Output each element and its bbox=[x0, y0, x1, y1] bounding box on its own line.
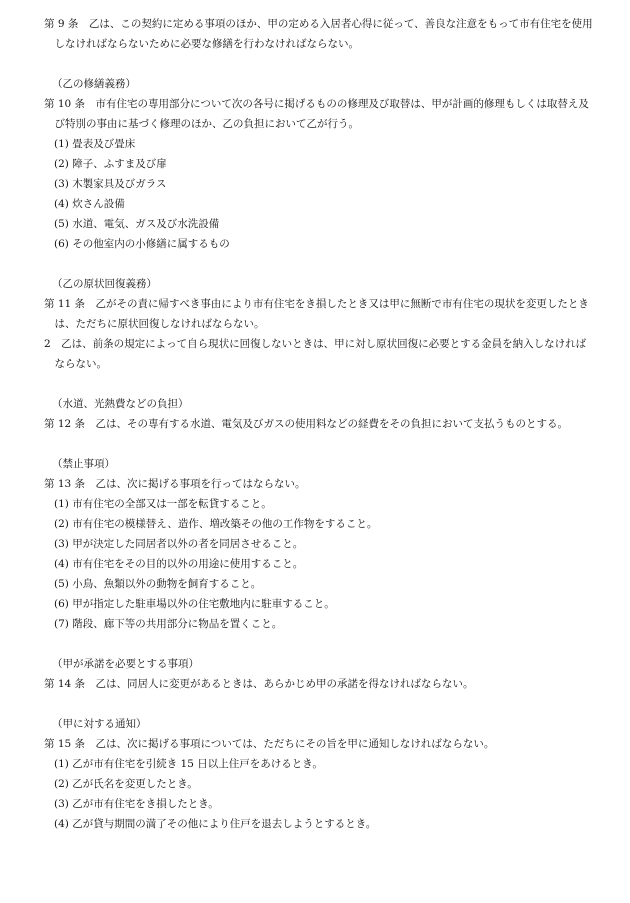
article-13-item-1: (1) 市有住宅の全部又は一部を転貸すること。 bbox=[54, 498, 272, 510]
article-14-heading: （甲が承諾を必要とする事項） bbox=[52, 658, 199, 670]
article-15-item-2: (2) 乙が氏名を変更したとき。 bbox=[54, 778, 198, 790]
article-11-heading: （乙の原状回復義務） bbox=[52, 278, 157, 290]
article-11-text: 第 11 条 乙がその責に帰すべき事由により市有住宅をき損したとき又は甲に無断で市有住宅の現状を変更したときは、ただちに原状回復しなければならない。 bbox=[44, 298, 589, 330]
article-15-text: 第 15 条 乙は、次に掲げる事項については、ただちにその旨を甲に通知しなければならない。 bbox=[44, 738, 495, 750]
article-13-heading: （禁止事項） bbox=[52, 458, 115, 470]
article-13-item-7: (7) 階段、廊下等の共用部分に物品を置くこと。 bbox=[54, 618, 283, 630]
article-10-heading: （乙の修繕義務） bbox=[52, 78, 136, 90]
article-13-item-4: (4) 市有住宅をその目的以外の用途に使用すること。 bbox=[54, 558, 304, 570]
article-15-heading: （甲に対する通知） bbox=[52, 718, 147, 730]
article-10-item-5: (5) 水道、電気、ガス及び水洗設備 bbox=[54, 218, 220, 230]
article-10-item-6: (6) その他室内の小修繕に属するもの bbox=[54, 238, 230, 250]
article-13-item-3: (3) 甲が決定した同居者以外の者を同居させること。 bbox=[54, 538, 304, 550]
article-15-item-1: (1) 乙が市有住宅を引続き 15 日以上住戸をあけるとき。 bbox=[54, 758, 323, 770]
article-12-heading: （水道、光熱費などの負担） bbox=[52, 398, 189, 410]
article-13-item-5: (5) 小鳥、魚類以外の動物を飼育すること。 bbox=[54, 578, 262, 590]
article-9-text: 第 9 条 乙は、この契約に定める事項のほか、甲の定める入居者心得に従って、善良な注意をもって市有住宅を使用しなければならないために必要な修繕を行わなければならない。 bbox=[44, 18, 593, 50]
article-13-text: 第 13 条 乙は、次に掲げる事項を行ってはならない。 bbox=[44, 478, 306, 490]
article-14-text: 第 14 条 乙は、同居人に変更があるときは、あらかじめ甲の承諾を得なければならない。 bbox=[44, 678, 474, 690]
article-10-item-3: (3) 木製家具及びガラス bbox=[54, 178, 167, 190]
article-10-item-2: (2) 障子、ふすま及び扉 bbox=[54, 158, 167, 170]
article-12-text: 第 12 条 乙は、その専有する水道、電気及びガスの使用料などの経費をその負担において支払うものとする。 bbox=[44, 418, 569, 430]
article-15-item-4: (4) 乙が貸与期間の満了その他により住戸を退去しようとするとき。 bbox=[54, 818, 377, 830]
article-13-item-6: (6) 甲が指定した駐車場以外の住宅敷地内に駐車すること。 bbox=[54, 598, 335, 610]
article-11-paragraph-2: 2 乙は、前条の規定によって自ら現状に回復しないときは、甲に対し原状回復に必要とする金員を納入しなければならない。 bbox=[44, 338, 587, 370]
article-15-item-3: (3) 乙が市有住宅をき損したとき。 bbox=[54, 798, 219, 810]
article-13-item-2: (2) 市有住宅の模様替え、造作、増改築その他の工作物をすること。 bbox=[54, 518, 378, 530]
article-10-item-4: (4) 炊さん設備 bbox=[54, 198, 125, 210]
article-10-text: 第 10 条 市有住宅の専用部分について次の各号に掲げるものの修理及び取替は、甲が計画的修理もしくは取替え及び特別の事由に基づく修理のほか、乙の負担において乙が行う。 bbox=[44, 98, 589, 130]
article-10-item-1: (1) 畳表及び畳床 bbox=[54, 138, 136, 150]
